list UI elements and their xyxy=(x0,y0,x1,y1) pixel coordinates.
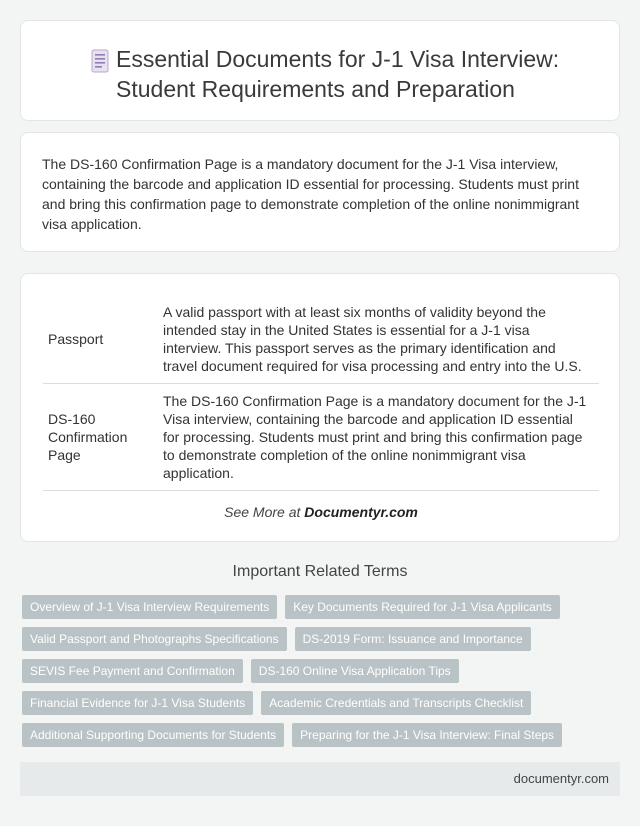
footer xyxy=(20,762,620,796)
related-term-tag[interactable]: Key Documents Required for J-1 Visa Applicants xyxy=(285,595,560,619)
related-term-tag[interactable]: DS-2019 Form: Issuance and Importance xyxy=(295,627,531,651)
documents-table-card xyxy=(20,273,620,542)
document-icon xyxy=(91,49,109,73)
related-term-tag[interactable]: Preparing for the J-1 Visa Interview: Final Steps xyxy=(292,723,562,747)
document-description: A valid passport with at least six months of validity beyond the intended stay in the United States is essential for a J-1 visa interview. This passport serves as the primary identification and travel document required for visa processing and entry into the U.S. xyxy=(161,295,599,384)
intro-card xyxy=(20,132,620,252)
related-terms-heading: Important Related Terms xyxy=(232,563,408,580)
intro-paragraph: The DS-160 Confirmation Page is a mandatory document for the J-1 Visa interview, containing the barcode and application ID essential for processing. Students must print and bring this confirmation page to demonstrate completion of the online nonimmigrant visa application. xyxy=(42,156,579,232)
see-more-prefix: See More at xyxy=(224,504,305,520)
related-term-tag[interactable]: Academic Credentials and Transcripts Checklist xyxy=(261,691,531,715)
document-description: The DS-160 Confirmation Page is a mandatory document for the J-1 Visa interview, containing the barcode and application ID essential for processing. Students must print and bring this confirmation page to demonstrate completion of the online nonimmigrant visa application. xyxy=(161,384,599,491)
document-name: Passport xyxy=(43,295,161,384)
title-card xyxy=(20,20,620,121)
related-term-tag[interactable]: Valid Passport and Photographs Specifications xyxy=(22,627,287,651)
related-term-tag[interactable]: Financial Evidence for J-1 Visa Students xyxy=(22,691,253,715)
table-row xyxy=(43,295,599,384)
related-term-tag[interactable]: Additional Supporting Documents for Students xyxy=(22,723,284,747)
see-more-site[interactable]: Documentyr.com xyxy=(304,504,418,520)
table-row xyxy=(43,384,599,491)
related-term-tag[interactable]: DS-160 Online Visa Application Tips xyxy=(251,659,459,683)
related-term-tag[interactable]: Overview of J-1 Visa Interview Requirements xyxy=(22,595,277,619)
documents-table xyxy=(43,295,599,491)
related-term-tag[interactable]: SEVIS Fee Payment and Confirmation xyxy=(22,659,243,683)
related-terms-tags xyxy=(22,595,622,755)
footer-site-link[interactable]: documentyr.com xyxy=(513,771,609,786)
see-more-link[interactable] xyxy=(21,504,621,520)
page-title: Essential Documents for J-1 Visa Interview: Student Requirements and Preparation xyxy=(116,46,560,102)
document-name: DS-160 Confirmation Page xyxy=(43,384,161,491)
